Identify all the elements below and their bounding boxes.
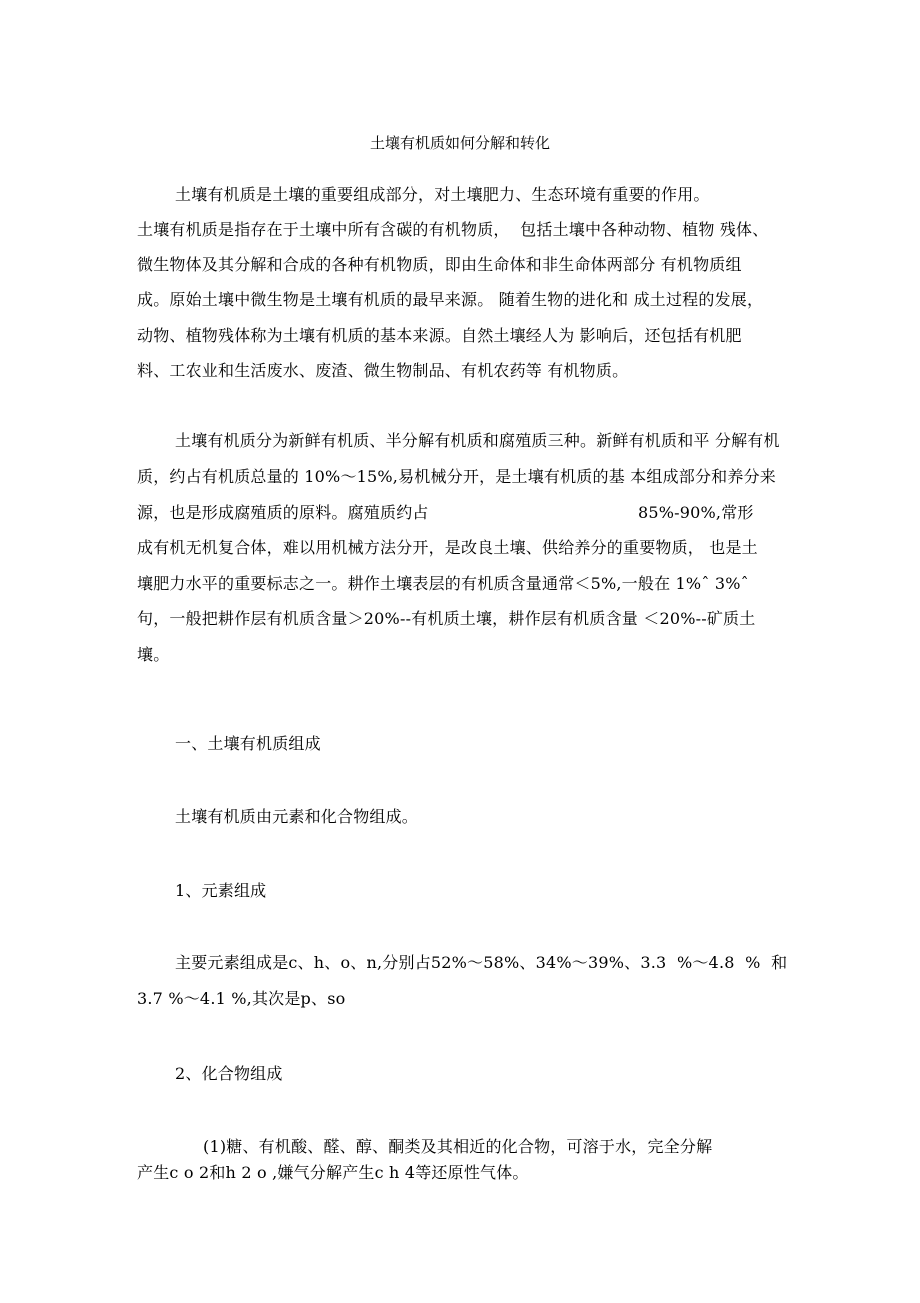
paragraph-line: 质，约占有机质总量的 10%～15%,易机械分开，是土壤有机质的基 本组成部分和养分来 — [137, 467, 776, 486]
paragraph-line: 成有机无机复合体，难以用机械方法分开，是改良土壤、供给养分的重要物质， 也是土 — [137, 538, 758, 557]
paragraph-line: 主要元素组成是c、h、o、n,分别占52%～58%、34%～39%、3.3 %～4.8 % 和 — [175, 953, 788, 972]
paragraph-line: 句，一般把耕作层有机质含量＞20%--有机质土壤，耕作层有机质含量 ＜20%--矿质土 — [137, 609, 756, 628]
paragraph-line: 土壤有机质是土壤的重要组成部分，对土壤肥力、生态环境有重要的作用。 — [175, 185, 710, 204]
paragraph-line: 3.7 %～4.1 %,其次是p、so — [137, 989, 346, 1008]
paragraph-line: (1)糖、有机酸、醛、醇、酮类及其相近的化合物，可溶于水，完全分解 — [203, 1137, 713, 1156]
paragraph-line: 85%-90%,常形 — [638, 503, 754, 522]
paragraph-line: 成。原始土壤中微生物是土壤有机质的最早来源。 随着生物的进化和 成土过程的发展， — [137, 290, 764, 309]
subsection-heading: 1、元素组成 — [175, 881, 267, 900]
paragraph-line: 微生物体及其分解和合成的各种有机物质，即由生命体和非生命体两部分 有机物质组 — [137, 255, 742, 274]
paragraph-line: 土壤有机质分为新鲜有机质、半分解有机质和腐殖质三种。新鲜有机质和平 分解有机 — [175, 431, 780, 450]
paragraph-line: 土壤有机质是指存在于土壤中所有含碳的有机物质， 包括土壤中各种动物、植物 残体、 — [137, 220, 769, 239]
paragraph-line: 料、工农业和生活废水、废渣、微生物制品、有机农药等 有机物质。 — [137, 361, 629, 380]
paragraph-line: 产生c o 2和h 2 o ,嫌气分解产生c h 4等还原性气体。 — [137, 1163, 529, 1182]
paragraph-line: 源，也是形成腐殖质的原料。腐殖质约占 — [137, 503, 429, 522]
paragraph-line: 壤。 — [137, 645, 170, 664]
subsection-heading: 2、化合物组成 — [175, 1064, 283, 1083]
section-heading: 一、土壤有机质组成 — [175, 734, 321, 753]
document-title: 土壤有机质如何分解和转化 — [369, 134, 550, 152]
paragraph-line: 土壤有机质由元素和化合物组成。 — [175, 807, 419, 826]
paragraph-line: 壤肥力水平的重要标志之一。耕作土壤表层的有机质含量通常＜5%,一般在 1%ˆ 3%ˆ — [137, 574, 749, 593]
paragraph-line: 动物、植物残体称为土壤有机质的基本来源。自然土壤经人为 影响后，还包括有机肥 — [137, 326, 742, 345]
